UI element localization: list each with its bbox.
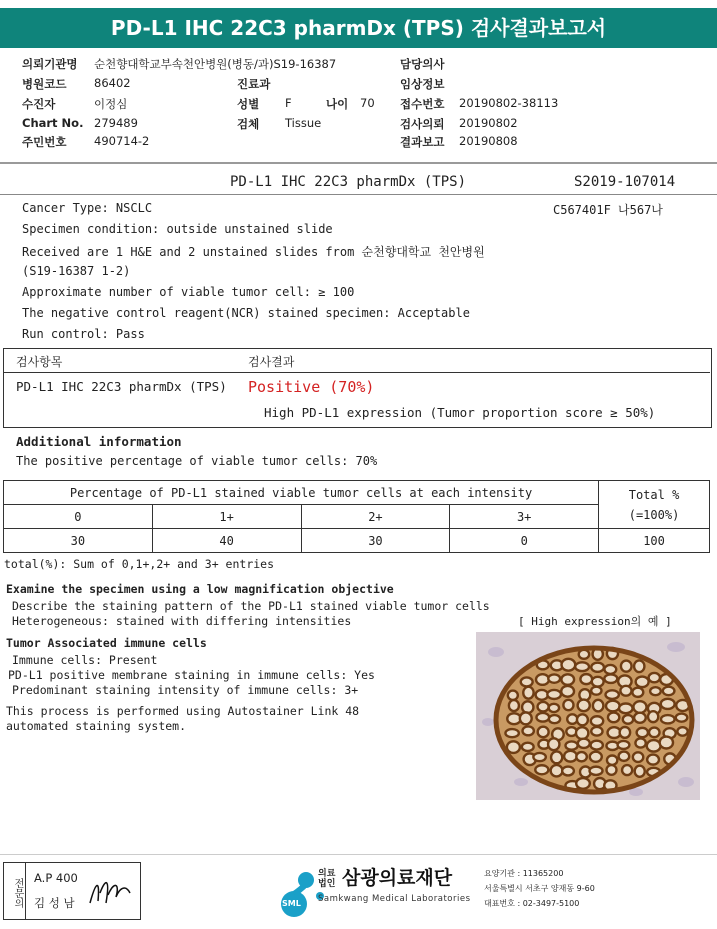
item-header: 검사항목: [16, 355, 63, 369]
run-control-line: Run control: Pass: [22, 327, 145, 341]
examine-title: Examine the specimen using a low magnification objective: [6, 582, 394, 596]
requested-value: 20190802: [459, 116, 518, 130]
examine-line1: Describe the staining pattern of the PD-L1 stained viable tumor cells: [12, 599, 490, 613]
requested-label: 검사의뢰: [400, 117, 445, 131]
specialist-label: 전문의: [4, 863, 26, 919]
sex-value: F: [285, 96, 292, 110]
cancer-type-line: Cancer Type: NSCLC: [22, 201, 153, 215]
reported-label: 결과보고: [400, 135, 445, 149]
val-intensity-1: 40: [152, 529, 301, 553]
rrn-label: 주민번호: [22, 135, 67, 149]
received-line: Received are 1 H&E and 2 unstained slides from 순천향대학교 천안병원: [22, 245, 485, 259]
receipt-value: 20190802-38113: [459, 96, 559, 110]
specialist-box: [3, 862, 141, 920]
result-item: PD-L1 IHC 22C3 pharmDx (TPS): [16, 379, 227, 394]
report-id: S2019-107014: [574, 174, 676, 190]
immune-line2: PD-L1 positive membrane staining in immune cells: Yes: [8, 668, 375, 682]
immune-line3: Predominant staining intensity of immune cells: 3+: [12, 683, 359, 697]
val-intensity-3: 0: [450, 529, 599, 553]
hospital-code-label: 병원코드: [22, 77, 67, 91]
result-value: Positive (70%): [248, 378, 375, 396]
examine-line2: Heterogeneous: stained with differing intensities: [12, 614, 352, 628]
org-name: 삼광의료재단: [342, 867, 453, 889]
org-phone: 대표번호 : 02-3497-5100: [484, 899, 580, 908]
val-total: 100: [599, 529, 710, 553]
hospital-code-value: 86402: [94, 76, 131, 90]
expression-text: High PD-L1 expression (Tumor proportion score ≥ 50%): [264, 405, 656, 420]
col-intensity-0: 0: [4, 505, 153, 529]
specimen-label: 검체: [237, 117, 260, 131]
org-prefix: 의료법인: [318, 869, 336, 889]
col-intensity-2: 2+: [301, 505, 450, 529]
report-code: C567401F 나567나: [553, 203, 663, 217]
clinical-label: 임상정보: [400, 77, 445, 91]
patient-value: 이정심: [94, 97, 128, 111]
total-sub: (=100%): [628, 507, 680, 522]
total-header: Total %: [628, 487, 680, 502]
specimen-value: Tissue: [285, 116, 322, 130]
chart-label: Chart No.: [22, 116, 84, 130]
sex-label: 성별: [237, 97, 260, 111]
additional-text: The positive percentage of viable tumor cells: 70%: [16, 454, 378, 468]
report-title-divider: [0, 194, 717, 195]
intensity-header: Percentage of PD-L1 stained viable tumor cells at each intensity: [4, 481, 599, 505]
immune-line1: Immune cells: Present: [12, 653, 158, 667]
org-english: Samkwang Medical Laboratories: [318, 894, 471, 904]
total-header-cell: [599, 481, 710, 529]
patient-label: 수진자: [22, 97, 56, 111]
val-intensity-0: 30: [4, 529, 153, 553]
viable-cell-line: Approximate number of viable tumor cell: ≥ 100: [22, 285, 355, 299]
col-intensity-1: 1+: [152, 505, 301, 529]
reported-value: 20190808: [459, 134, 518, 148]
intensity-table: [3, 480, 710, 553]
test-title: PD-L1 IHC 22C3 pharmDx (TPS): [230, 174, 467, 190]
image-caption: [ High expression의 예 ]: [518, 615, 672, 628]
total-note: total(%): Sum of 0,1+,2+ and 3+ entries: [4, 557, 275, 571]
age-value: 70: [360, 96, 375, 110]
institution-label: 의뢰기관명: [22, 57, 78, 71]
report-title: PD-L1 IHC 22C3 pharmDx (TPS) 검사결과보고서: [0, 8, 717, 48]
ihc-micrograph: [476, 632, 700, 800]
doctor-label: 담당의사: [400, 57, 445, 71]
val-intensity-2: 30: [301, 529, 450, 553]
age-label: 나이: [326, 97, 349, 111]
specimen-condition-line: Specimen condition: outside unstained slide: [22, 222, 333, 236]
signature-icon: [86, 873, 134, 911]
immune-title: Tumor Associated immune cells: [6, 636, 207, 650]
license-number: 요양기관 : 11365200: [484, 869, 564, 878]
logo-text: SML: [282, 899, 301, 908]
ap-number: A.P 400: [34, 871, 78, 885]
org-address: 서울특별시 서초구 양재동 9-60: [484, 884, 595, 893]
ncr-line: The negative control reagent(NCR) stained specimen: Acceptable: [22, 306, 470, 320]
dept-label: 진료과: [237, 77, 271, 91]
result-header: 검사결과: [248, 355, 295, 369]
process-line2: automated staining system.: [6, 719, 187, 733]
col-intensity-3: 3+: [450, 505, 599, 529]
received-ref-line: (S19-16387 1-2): [22, 264, 131, 278]
result-box-divider: [4, 372, 710, 373]
additional-title: Additional information: [16, 434, 182, 449]
specialist-name: 김 성 남: [34, 896, 75, 910]
process-line1: This process is performed using Autostainer Link 48: [6, 704, 360, 718]
chart-value: 279489: [94, 116, 138, 130]
rrn-value: 490714-2: [94, 134, 150, 148]
header-divider: [0, 162, 717, 164]
receipt-label: 접수번호: [400, 97, 445, 111]
footer-divider: [0, 854, 717, 855]
institution-value: 순천향대학교부속천안병원(병동/과)S19-16387: [94, 57, 337, 71]
